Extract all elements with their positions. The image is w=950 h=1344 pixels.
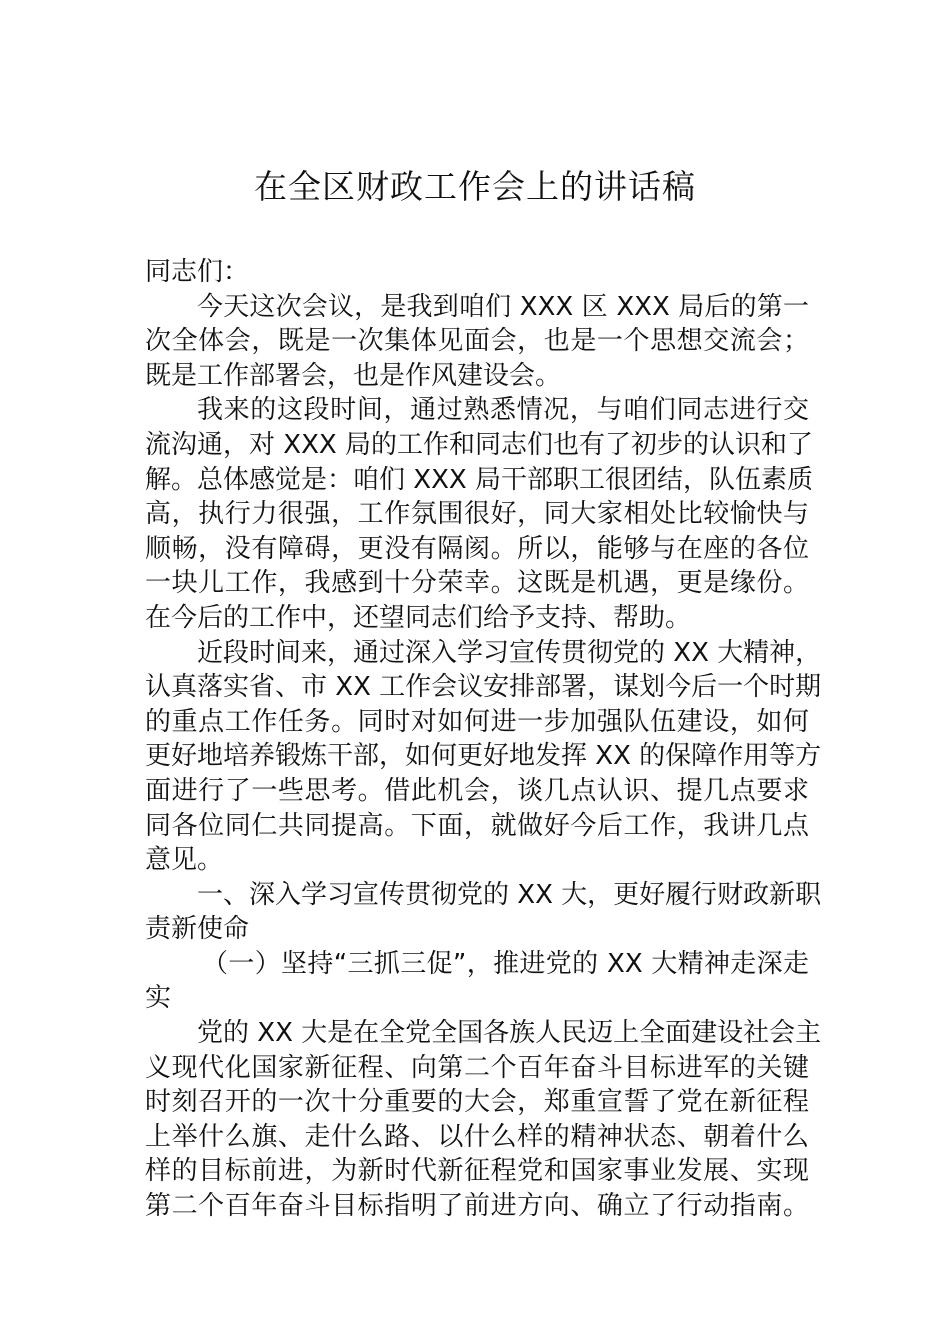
body-text-line: 我来的这段时间，通过熟悉情况，与咱们同志进行交 [197,395,809,426]
body-text-line: 同志们： [145,257,250,287]
body-text-line: 意见。 [145,845,224,876]
body-text-line: 一块儿工作，我感到十分荣幸。这既是机遇，更是缘份。 [145,568,809,599]
body-text-line: 在今后的工作中，还望同志们给予支持、帮助。 [145,602,692,633]
body-text-line: 第二个百年奋斗目标指明了前进方向、确立了行动指南。 [145,1191,809,1222]
body-text-line: 责新使命 [145,914,250,945]
body-text-line: 的重点工作任务。同时对如何进一步加强队伍建设，如何 [145,706,809,737]
body-text-line: 顺畅，没有障碍，更没有隔阂。所以，能够与在座的各位 [145,533,809,564]
body-text-line: 面进行了一些思考。借此机会，谈几点认识、提几点要求 [145,775,809,806]
body-text-line: 近段时间来，通过深入学习宣传贯彻党的 XX 大精神， [197,637,822,668]
body-text-line: 同各位同仁共同提高。下面，就做好今后工作，我讲几点 [145,810,809,841]
body-text-line: 解。总体感觉是：咱们 XXX 局干部职工很团结，队伍素质 [145,464,813,495]
document-title: 在全区财政工作会上的讲话稿 [254,167,696,206]
body-text-line: 高，执行力很强，工作氛围很好，同大家相处比较愉快与 [145,499,809,530]
body-text-line: 上举什么旗、走什么路、以什么样的精神状态、朝着什么 [145,1121,809,1152]
body-text-line: 义现代化国家新征程、向第二个百年奋斗目标进军的关键 [145,1052,809,1083]
body-text-line: 次全体会，既是一次集体见面会，也是一个思想交流会； [145,326,809,357]
body-text-line: 实 [145,983,172,1014]
body-text-line: 今天这次会议，是我到咱们 XXX 区 XXX 局后的第一 [197,291,809,322]
body-text-line: 更好地培养锻炼干部，如何更好地发挥 XX 的保障作用等方 [145,741,822,772]
body-text-line: 流沟通，对 XXX 局的工作和同志们也有了初步的认识和了 [145,429,813,460]
body-text-line: 样的目标前进，为新时代新征程党和国家事业发展、实现 [145,1156,809,1187]
body-text-line: 认真落实省、市 XX 工作会议安排部署，谋划今后一个时期 [145,672,822,703]
body-text-line: 时刻召开的一次十分重要的大会，郑重宣誓了党在新征程 [145,1087,809,1118]
body-text-line: （一）坚持“三抓三促”，推进党的 XX 大精神走深走 [202,948,809,979]
document-body [145,255,822,1224]
body-text-line: 一、深入学习宣传贯彻党的 XX 大，更好履行财政新职 [197,879,822,910]
body-text-line: 党的 XX 大是在全党全国各族人民迈上全面建设社会主 [197,1018,822,1049]
body-text-line: 既是工作部署会，也是作风建设会。 [145,360,562,391]
